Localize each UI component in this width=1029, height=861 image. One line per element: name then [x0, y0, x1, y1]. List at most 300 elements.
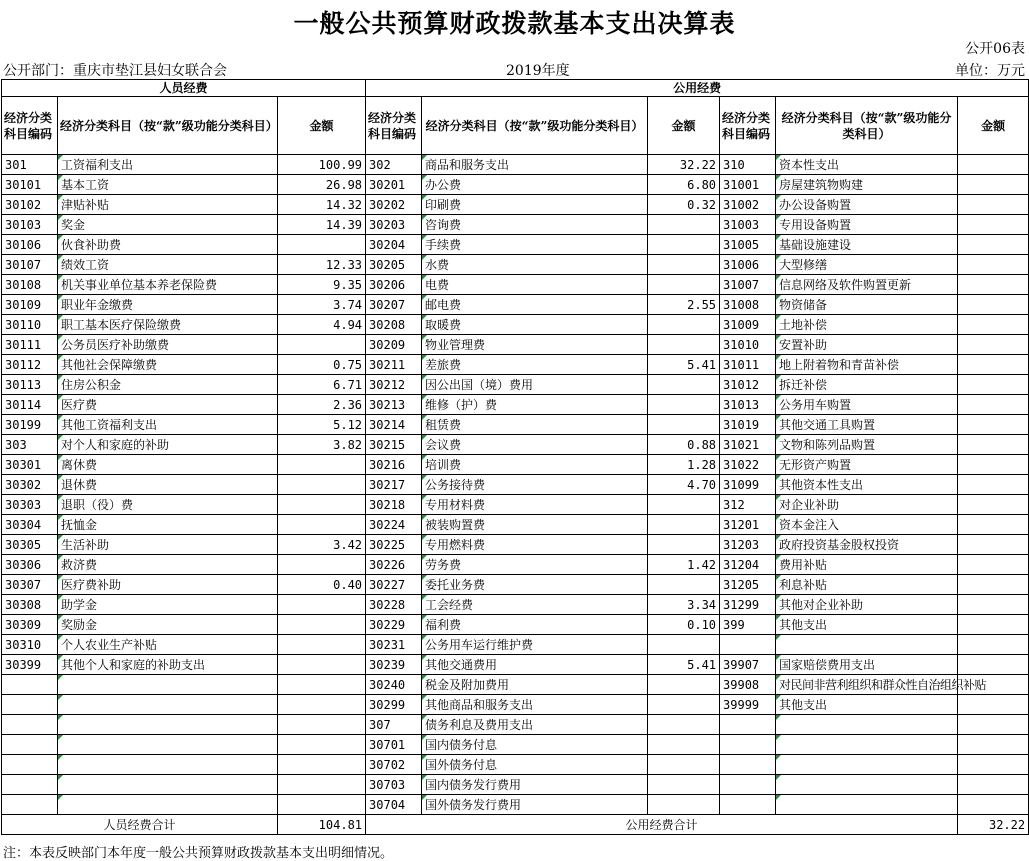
name-cell: 因公出国（境）费用	[422, 375, 648, 395]
code-cell: 30217	[366, 475, 422, 495]
code-cell: 303	[2, 435, 58, 455]
code-cell: 30703	[366, 775, 422, 795]
amount-cell	[648, 255, 720, 275]
amount-cell	[648, 335, 720, 355]
code-cell: 30199	[2, 415, 58, 435]
code-cell: 30205	[366, 255, 422, 275]
code-cell: 30303	[2, 495, 58, 515]
amount-cell	[648, 755, 720, 775]
code-cell: 30201	[366, 175, 422, 195]
name-cell: 拆迁补偿	[776, 375, 958, 395]
amount-cell	[278, 795, 366, 815]
amount-cell	[958, 275, 1029, 295]
expenditure-table	[1, 79, 1029, 835]
form-number: 公开06表	[965, 41, 1025, 57]
amount-cell: 0.88	[648, 435, 720, 455]
unit-label: 单位：万元	[955, 63, 1025, 79]
name-cell: 奖金	[58, 215, 278, 235]
name-cell: 机关事业单位基本养老保险费	[58, 275, 278, 295]
code-cell: 31299	[720, 595, 776, 615]
name-cell: 手续费	[422, 235, 648, 255]
code-cell: 30112	[2, 355, 58, 375]
name-cell: 个人农业生产补贴	[58, 635, 278, 655]
amount-cell	[648, 515, 720, 535]
amount-cell	[648, 315, 720, 335]
code-cell: 30310	[2, 635, 58, 655]
code-cell: 31021	[720, 435, 776, 455]
code-cell: 30224	[366, 515, 422, 535]
name-cell: 生活补助	[58, 535, 278, 555]
amount-cell	[958, 615, 1029, 635]
name-cell: 对个人和家庭的补助	[58, 435, 278, 455]
code-cell: 30213	[366, 395, 422, 415]
name-cell: 救济费	[58, 555, 278, 575]
name-cell	[776, 735, 958, 755]
amount-cell	[278, 775, 366, 795]
fiscal-year: 2019年度	[506, 63, 570, 79]
amount-cell	[958, 495, 1029, 515]
code-cell: 31204	[720, 555, 776, 575]
amount-cell	[278, 635, 366, 655]
amount-cell: 26.98	[278, 175, 366, 195]
name-cell	[776, 775, 958, 795]
amount-cell	[648, 535, 720, 555]
amount-cell	[958, 215, 1029, 235]
col-header-name: 经济分类科目（按“款”级功能分类科目）	[58, 97, 278, 155]
table-row	[2, 775, 1029, 795]
name-cell: 税金及附加费用	[422, 675, 648, 695]
name-cell: 委托业务费	[422, 575, 648, 595]
amount-cell: 6.71	[278, 375, 366, 395]
code-cell	[2, 775, 58, 795]
name-cell: 利息补贴	[776, 575, 958, 595]
amount-cell: 12.33	[278, 255, 366, 275]
code-cell	[2, 735, 58, 755]
amount-cell	[648, 795, 720, 815]
amount-cell	[958, 235, 1029, 255]
code-cell: 39999	[720, 695, 776, 715]
amount-cell	[278, 235, 366, 255]
amount-cell	[958, 755, 1029, 775]
name-cell: 其他支出	[776, 695, 958, 715]
code-cell: 30702	[366, 755, 422, 775]
table-row	[2, 595, 1029, 615]
amount-cell	[958, 355, 1029, 375]
name-cell: 电费	[422, 275, 648, 295]
code-cell: 30228	[366, 595, 422, 615]
name-cell: 房屋建筑物购建	[776, 175, 958, 195]
code-cell: 30212	[366, 375, 422, 395]
name-cell: 其他商品和服务支出	[422, 695, 648, 715]
name-cell	[776, 795, 958, 815]
code-cell: 31005	[720, 235, 776, 255]
amount-cell: 2.55	[648, 295, 720, 315]
amount-cell	[958, 335, 1029, 355]
amount-cell: 5.41	[648, 655, 720, 675]
column-header-row	[2, 97, 1029, 155]
table-row	[2, 255, 1029, 275]
name-cell: 其他个人和家庭的补助支出	[58, 655, 278, 675]
table-row	[2, 795, 1029, 815]
code-cell: 31022	[720, 455, 776, 475]
code-cell: 301	[2, 155, 58, 175]
name-cell: 退休费	[58, 475, 278, 495]
name-cell: 福利费	[422, 615, 648, 635]
amount-cell	[648, 215, 720, 235]
name-cell: 办公设备购置	[776, 195, 958, 215]
code-cell: 30301	[2, 455, 58, 475]
code-cell	[2, 755, 58, 775]
amount-cell	[958, 155, 1029, 175]
amount-cell	[648, 395, 720, 415]
amount-cell	[648, 635, 720, 655]
code-cell: 30110	[2, 315, 58, 335]
name-cell: 其他资本性支出	[776, 475, 958, 495]
amount-cell	[958, 435, 1029, 455]
name-cell: 住房公积金	[58, 375, 278, 395]
amount-cell	[958, 695, 1029, 715]
amount-cell: 5.12	[278, 415, 366, 435]
name-cell: 费用补贴	[776, 555, 958, 575]
amount-cell: 9.35	[278, 275, 366, 295]
name-cell: 对民间非营利组织和群众性自治组织补贴	[776, 675, 958, 695]
table-row	[2, 235, 1029, 255]
code-cell: 30206	[366, 275, 422, 295]
code-cell	[720, 635, 776, 655]
code-cell: 30106	[2, 235, 58, 255]
amount-cell	[958, 595, 1029, 615]
table-row	[2, 295, 1029, 315]
amount-cell	[278, 615, 366, 635]
name-cell	[58, 675, 278, 695]
name-cell: 津贴补贴	[58, 195, 278, 215]
name-cell: 绩效工资	[58, 255, 278, 275]
name-cell: 国家赔偿费用支出	[776, 655, 958, 675]
amount-cell	[958, 195, 1029, 215]
name-cell: 物资储备	[776, 295, 958, 315]
code-cell	[2, 695, 58, 715]
amount-cell: 3.74	[278, 295, 366, 315]
code-cell	[720, 735, 776, 755]
code-cell: 30107	[2, 255, 58, 275]
name-cell: 培训费	[422, 455, 648, 475]
code-cell: 30209	[366, 335, 422, 355]
name-cell: 职工基本医疗保险缴费	[58, 315, 278, 335]
name-cell: 工资福利支出	[58, 155, 278, 175]
table-row	[2, 715, 1029, 735]
code-cell: 30304	[2, 515, 58, 535]
name-cell: 对企业补助	[776, 495, 958, 515]
amount-cell	[958, 295, 1029, 315]
col-header-amount: 金额	[278, 97, 366, 155]
amount-cell: 0.75	[278, 355, 366, 375]
code-cell: 30214	[366, 415, 422, 435]
code-cell: 30308	[2, 595, 58, 615]
code-cell	[720, 795, 776, 815]
name-cell: 国外债务发行费用	[422, 795, 648, 815]
name-cell: 专用材料费	[422, 495, 648, 515]
name-cell: 公务接待费	[422, 475, 648, 495]
amount-cell: 32.22	[648, 155, 720, 175]
code-cell: 30111	[2, 335, 58, 355]
amount-cell	[958, 635, 1029, 655]
table-row	[2, 655, 1029, 675]
amount-cell	[958, 395, 1029, 415]
name-cell: 劳务费	[422, 555, 648, 575]
amount-cell	[958, 455, 1029, 475]
table-row	[2, 175, 1029, 195]
name-cell: 土地补偿	[776, 315, 958, 335]
name-cell	[58, 735, 278, 755]
table-row	[2, 575, 1029, 595]
amount-cell: 1.42	[648, 555, 720, 575]
table-row	[2, 675, 1029, 695]
name-cell	[58, 775, 278, 795]
table-row	[2, 475, 1029, 495]
amount-cell	[958, 315, 1029, 335]
section-public: 公用经费	[366, 80, 1029, 97]
name-cell: 专用燃料费	[422, 535, 648, 555]
name-cell: 奖励金	[58, 615, 278, 635]
code-cell: 31008	[720, 295, 776, 315]
amount-cell	[278, 755, 366, 775]
code-cell: 30240	[366, 675, 422, 695]
name-cell	[58, 695, 278, 715]
amount-cell	[958, 255, 1029, 275]
name-cell: 国外债务付息	[422, 755, 648, 775]
name-cell: 办公费	[422, 175, 648, 195]
name-cell	[776, 715, 958, 735]
code-cell: 30704	[366, 795, 422, 815]
name-cell: 印刷费	[422, 195, 648, 215]
amount-cell	[958, 655, 1029, 675]
code-cell: 30229	[366, 615, 422, 635]
code-cell: 30227	[366, 575, 422, 595]
name-cell: 会议费	[422, 435, 648, 455]
table-row	[2, 535, 1029, 555]
name-cell: 安置补助	[776, 335, 958, 355]
name-cell: 抚恤金	[58, 515, 278, 535]
name-cell: 被装购置费	[422, 515, 648, 535]
code-cell	[720, 715, 776, 735]
col-header-code: 经济分类科目编码	[2, 97, 58, 155]
amount-cell	[648, 495, 720, 515]
table-row	[2, 415, 1029, 435]
name-cell: 资本金注入	[776, 515, 958, 535]
table-row	[2, 735, 1029, 755]
amount-cell: 1.28	[648, 455, 720, 475]
code-cell: 30103	[2, 215, 58, 235]
amount-cell	[278, 695, 366, 715]
code-cell	[2, 715, 58, 735]
name-cell: 其他交通费用	[422, 655, 648, 675]
code-cell: 31011	[720, 355, 776, 375]
name-cell	[58, 715, 278, 735]
code-cell: 30208	[366, 315, 422, 335]
amount-cell	[278, 595, 366, 615]
col-header-amount: 金额	[958, 97, 1029, 155]
amount-cell	[648, 735, 720, 755]
code-cell: 31007	[720, 275, 776, 295]
name-cell: 职业年金缴费	[58, 295, 278, 315]
amount-cell	[648, 575, 720, 595]
name-cell: 商品和服务支出	[422, 155, 648, 175]
name-cell: 维修（护）费	[422, 395, 648, 415]
code-cell: 30218	[366, 495, 422, 515]
code-cell: 30109	[2, 295, 58, 315]
name-cell: 水费	[422, 255, 648, 275]
code-cell: 30207	[366, 295, 422, 315]
name-cell: 工会经费	[422, 595, 648, 615]
name-cell	[776, 635, 958, 655]
code-cell	[2, 675, 58, 695]
table-row	[2, 635, 1029, 655]
name-cell: 其他支出	[776, 615, 958, 635]
table-row	[2, 495, 1029, 515]
name-cell: 其他社会保障缴费	[58, 355, 278, 375]
personnel-total-label: 人员经费合计	[2, 815, 278, 835]
name-cell: 物业管理费	[422, 335, 648, 355]
name-cell: 无形资产购置	[776, 455, 958, 475]
code-cell: 31003	[720, 215, 776, 235]
department-label: 公开部门：重庆市垫江县妇女联合会	[3, 63, 227, 79]
code-cell: 30225	[366, 535, 422, 555]
code-cell: 30204	[366, 235, 422, 255]
name-cell: 退职（役）费	[58, 495, 278, 515]
amount-cell	[278, 675, 366, 695]
code-cell: 31009	[720, 315, 776, 335]
code-cell: 31099	[720, 475, 776, 495]
code-cell: 399	[720, 615, 776, 635]
col-header-code: 经济分类科目编码	[720, 97, 776, 155]
amount-cell	[958, 795, 1029, 815]
name-cell: 资本性支出	[776, 155, 958, 175]
name-cell: 差旅费	[422, 355, 648, 375]
name-cell: 专用设备购置	[776, 215, 958, 235]
table-row	[2, 615, 1029, 635]
code-cell: 30309	[2, 615, 58, 635]
code-cell: 30239	[366, 655, 422, 675]
amount-cell	[648, 775, 720, 795]
table-row	[2, 195, 1029, 215]
table-row	[2, 515, 1029, 535]
code-cell: 31010	[720, 335, 776, 355]
personnel-total-amount: 104.81	[278, 815, 366, 835]
name-cell: 咨询费	[422, 215, 648, 235]
amount-cell	[958, 475, 1029, 495]
code-cell: 31203	[720, 535, 776, 555]
amount-cell: 14.39	[278, 215, 366, 235]
code-cell: 30113	[2, 375, 58, 395]
name-cell: 地上附着物和青苗补偿	[776, 355, 958, 375]
code-cell: 30305	[2, 535, 58, 555]
amount-cell: 2.36	[278, 395, 366, 415]
totals-row	[2, 815, 1029, 835]
amount-cell	[958, 575, 1029, 595]
amount-cell	[278, 495, 366, 515]
amount-cell	[648, 235, 720, 255]
code-cell: 30216	[366, 455, 422, 475]
code-cell: 30307	[2, 575, 58, 595]
code-cell: 30302	[2, 475, 58, 495]
amount-cell: 0.40	[278, 575, 366, 595]
table-row	[2, 275, 1029, 295]
table-row	[2, 755, 1029, 775]
footnote: 注：本表反映部门本年度一般公共预算财政拨款基本支出明细情况。	[3, 846, 394, 861]
name-cell: 债务利息及费用支出	[422, 715, 648, 735]
amount-cell: 6.80	[648, 175, 720, 195]
name-cell: 大型修缮	[776, 255, 958, 275]
code-cell: 302	[366, 155, 422, 175]
amount-cell: 4.94	[278, 315, 366, 335]
code-cell: 30211	[366, 355, 422, 375]
name-cell: 基本工资	[58, 175, 278, 195]
code-cell: 310	[720, 155, 776, 175]
section-personnel: 人员经费	[2, 80, 366, 97]
code-cell: 30399	[2, 655, 58, 675]
table-row	[2, 355, 1029, 375]
name-cell: 租赁费	[422, 415, 648, 435]
code-cell: 30299	[366, 695, 422, 715]
amount-cell	[958, 415, 1029, 435]
code-cell: 31205	[720, 575, 776, 595]
amount-cell	[958, 375, 1029, 395]
name-cell: 公务员医疗补助缴费	[58, 335, 278, 355]
amount-cell	[648, 375, 720, 395]
code-cell: 30102	[2, 195, 58, 215]
code-cell: 31001	[720, 175, 776, 195]
col-header-name: 经济分类科目（按“款”级功能分类科目）	[776, 97, 958, 155]
table-row	[2, 555, 1029, 575]
name-cell: 医疗费	[58, 395, 278, 415]
name-cell: 助学金	[58, 595, 278, 615]
table-row	[2, 315, 1029, 335]
amount-cell	[278, 475, 366, 495]
amount-cell: 3.42	[278, 535, 366, 555]
name-cell: 离休费	[58, 455, 278, 475]
table-row	[2, 375, 1029, 395]
name-cell: 公务用车运行维护费	[422, 635, 648, 655]
amount-cell	[278, 735, 366, 755]
amount-cell: 5.41	[648, 355, 720, 375]
code-cell: 30101	[2, 175, 58, 195]
name-cell: 伙食补助费	[58, 235, 278, 255]
code-cell: 312	[720, 495, 776, 515]
amount-cell	[958, 555, 1029, 575]
table-row	[2, 215, 1029, 235]
amount-cell: 0.10	[648, 615, 720, 635]
public-total-label: 公用经费合计	[366, 815, 958, 835]
name-cell	[58, 755, 278, 775]
code-cell: 31002	[720, 195, 776, 215]
amount-cell	[278, 655, 366, 675]
table-row	[2, 395, 1029, 415]
amount-cell	[958, 535, 1029, 555]
amount-cell	[958, 175, 1029, 195]
amount-cell: 4.70	[648, 475, 720, 495]
amount-cell	[278, 455, 366, 475]
col-header-amount: 金额	[648, 97, 720, 155]
amount-cell	[648, 695, 720, 715]
amount-cell	[278, 555, 366, 575]
code-cell: 30306	[2, 555, 58, 575]
name-cell: 国内债务付息	[422, 735, 648, 755]
name-cell: 其他交通工具购置	[776, 415, 958, 435]
col-header-code: 经济分类科目编码	[366, 97, 422, 155]
name-cell: 公务用车购置	[776, 395, 958, 415]
amount-cell: 3.82	[278, 435, 366, 455]
amount-cell	[648, 675, 720, 695]
